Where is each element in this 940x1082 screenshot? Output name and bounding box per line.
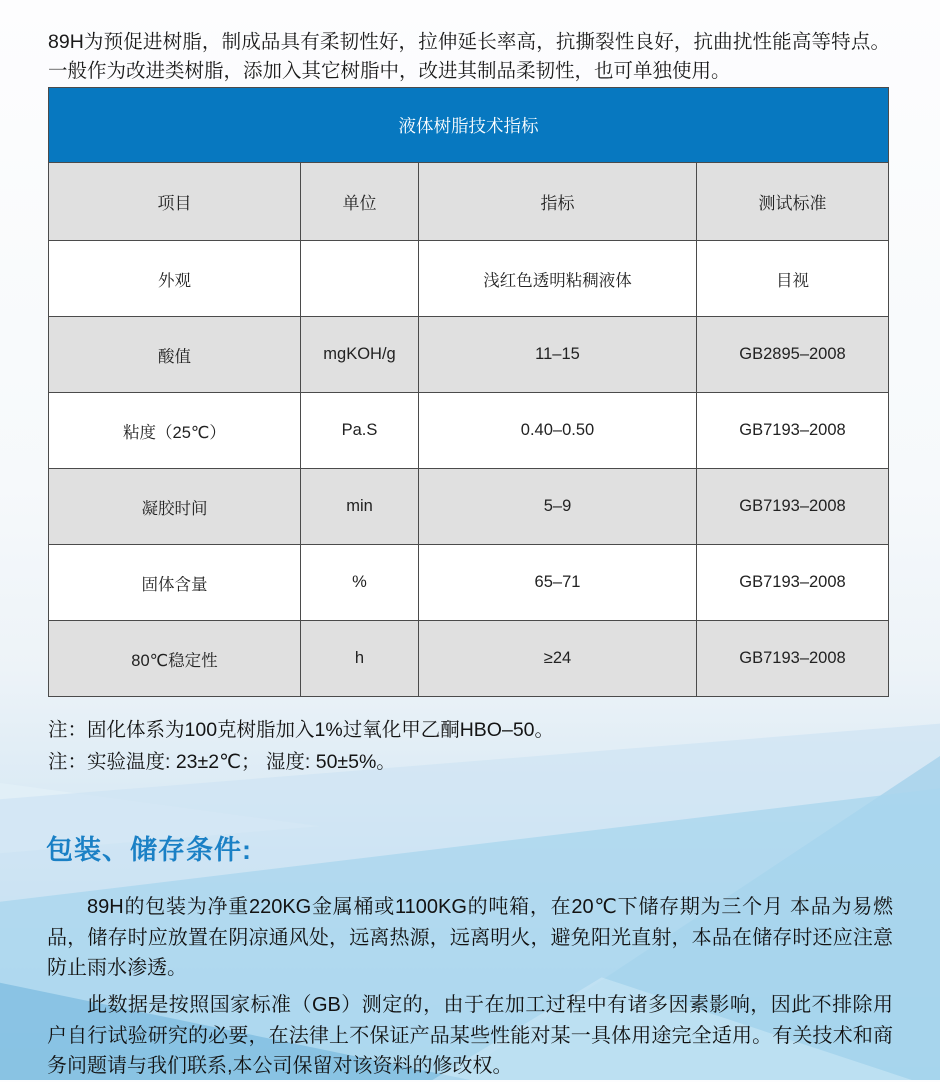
table-cell: 酸值 <box>49 317 301 393</box>
table-cell: 目视 <box>697 241 889 317</box>
table-row <box>49 545 889 621</box>
col-header-item: 项目 <box>49 163 301 241</box>
table-cell: 凝胶时间 <box>49 469 301 545</box>
table-cell: min <box>301 469 419 545</box>
table-cell: GB2895–2008 <box>697 317 889 393</box>
table-cell: % <box>301 545 419 621</box>
table-row <box>49 393 889 469</box>
note-line-2: 注：实验温度: 23±2℃； 湿度: 50±5%。 <box>48 751 396 773</box>
note-line-1: 注：固化体系为100克树脂加入1%过氧化甲乙酮HBO–50。 <box>48 719 555 741</box>
table-title: 液体树脂技术指标 <box>49 88 889 163</box>
table-cell: 粘度（25℃） <box>49 393 301 469</box>
table-cell: 外观 <box>49 241 301 317</box>
col-header-unit: 单位 <box>301 163 419 241</box>
col-header-standard: 测试标准 <box>697 163 889 241</box>
table-row <box>49 241 889 317</box>
section-heading-storage: 包装、储存条件: <box>46 835 252 865</box>
col-header-spec: 指标 <box>419 163 697 241</box>
table-cell: 固体含量 <box>49 545 301 621</box>
intro-paragraph: 89H为预促进树脂，制成品具有柔韧性好，拉伸延长率高，抗撕裂性良好，抗曲扰性能高等特点。一般作为改进类树脂，添加入其它树脂中，改进其制品柔韧性，也可单独使用。 <box>48 30 890 82</box>
table-title-row <box>49 88 889 163</box>
table-row <box>49 317 889 393</box>
table-cell: 5–9 <box>419 469 697 545</box>
table-cell: mgKOH/g <box>301 317 419 393</box>
table-cell: 80℃稳定性 <box>49 621 301 697</box>
table-row <box>49 469 889 545</box>
table-notes <box>48 714 888 778</box>
spec-table <box>48 87 889 697</box>
table-cell: 浅红色透明粘稠液体 <box>419 241 697 317</box>
table-cell: h <box>301 621 419 697</box>
table-cell: 65–71 <box>419 545 697 621</box>
table-cell: Pa.S <box>301 393 419 469</box>
table-cell <box>301 241 419 317</box>
table-cell: GB7193–2008 <box>697 469 889 545</box>
table-cell: GB7193–2008 <box>697 621 889 697</box>
table-cell: 11–15 <box>419 317 697 393</box>
table-cell: GB7193–2008 <box>697 393 889 469</box>
storage-paragraph-1: 89H的包装为净重220KG金属桶或1100KG的吨箱，在20℃下储存期为三个月 本品为易燃品，储存时应放置在阴凉通风处，远离热源，远离明火，避免阳光直射，本品在储存时还应注意防止雨水渗透。 <box>47 896 893 979</box>
table-cell: ≥24 <box>419 621 697 697</box>
table-row <box>49 621 889 697</box>
table-cell: GB7193–2008 <box>697 545 889 621</box>
table-header-row <box>49 163 889 241</box>
storage-paragraph-2: 此数据是按照国家标准（GB）测定的，由于在加工过程中有诸多因素影响，因此不排除用户自行试验研究的必要，在法律上不保证产品某些性能对某一具体用途完全适用。有关技术和商务问题请与我们联系,本公司保留对该资料的修改权。 <box>47 994 893 1077</box>
table-cell: 0.40–0.50 <box>419 393 697 469</box>
